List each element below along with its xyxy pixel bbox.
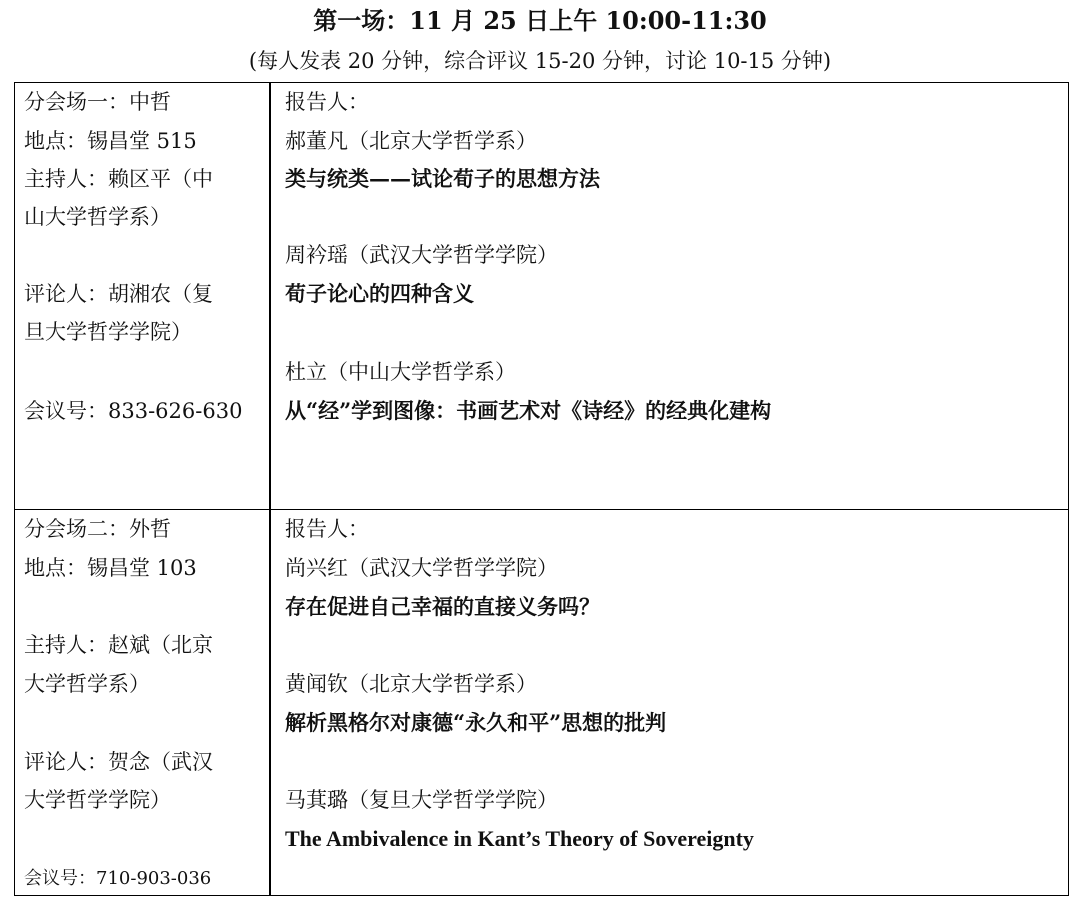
session-2-host-line2: 大学哲学系） [24, 672, 150, 696]
session-1-talk-3-title: 从“经”学到图像：书画艺术对《诗经》的经典化建构 [285, 398, 772, 423]
session-2-talk-1-speaker: 尚兴红（武汉大学哲学学院） [285, 556, 558, 580]
session-2-location: 地点：锡昌堂 103 [24, 556, 197, 580]
session-2-talk-2-speaker: 黄闻钦（北京大学哲学系） [285, 672, 537, 696]
session-1-talk-2-title: 荀子论心的四种含义 [285, 281, 474, 306]
session-1-talk-1-speaker: 郝董凡（北京大学哲学系） [285, 129, 537, 153]
page-subtitle: (每人发表 20 分钟，综合评议 15-20 分钟，讨论 10-15 分钟) [248, 49, 832, 73]
session-1-host-line1: 主持人：赖区平（中 [24, 167, 213, 191]
session-2-meeting-id: 会议号：710-903-036 [24, 868, 212, 889]
session-2-talk-3-title: The Ambivalence in Kant’s Theory of Sovereignty [285, 826, 754, 851]
session-2-commentator-line2: 大学哲学学院） [24, 788, 171, 812]
session-1-commentator-line2: 旦大学哲学学院） [24, 320, 192, 344]
session-1-talk-1-title: 类与统类——试论荀子的思想方法 [285, 166, 600, 191]
session-1-commentator-line1: 评论人：胡湘农（复 [24, 282, 213, 306]
session-2-talk-1-title: 存在促进自己幸福的直接义务吗？ [285, 594, 600, 619]
session-2-talk-2-title: 解析黑格尔对康德“永久和平”思想的批判 [285, 710, 667, 735]
session-1-name: 分会场一：中哲 [24, 90, 171, 114]
page-title: 第一场：11 月 25 日上午 10:00-11:30 [313, 6, 767, 35]
session-2-name: 分会场二：外哲 [24, 517, 171, 541]
session-1-meeting-id: 会议号：833-626-630 [24, 399, 243, 423]
session-1-host-line2: 山大学哲学系） [24, 205, 171, 229]
session-2-talk-3-speaker: 马萁璐（复旦大学哲学学院） [285, 788, 558, 812]
session-2-host-line1: 主持人：赵斌（北京 [24, 633, 213, 657]
session-2-commentator-line1: 评论人：贺念（武汉 [24, 750, 213, 774]
session-1-talk-2-speaker: 周衿瑶（武汉大学哲学学院） [285, 243, 558, 267]
session-1-talk-3-speaker: 杜立（中山大学哲学系） [285, 360, 516, 384]
session-1-reporters-label: 报告人： [285, 90, 369, 114]
session-2-reporters-label: 报告人： [285, 517, 369, 541]
session-1-location: 地点：锡昌堂 515 [24, 129, 197, 153]
